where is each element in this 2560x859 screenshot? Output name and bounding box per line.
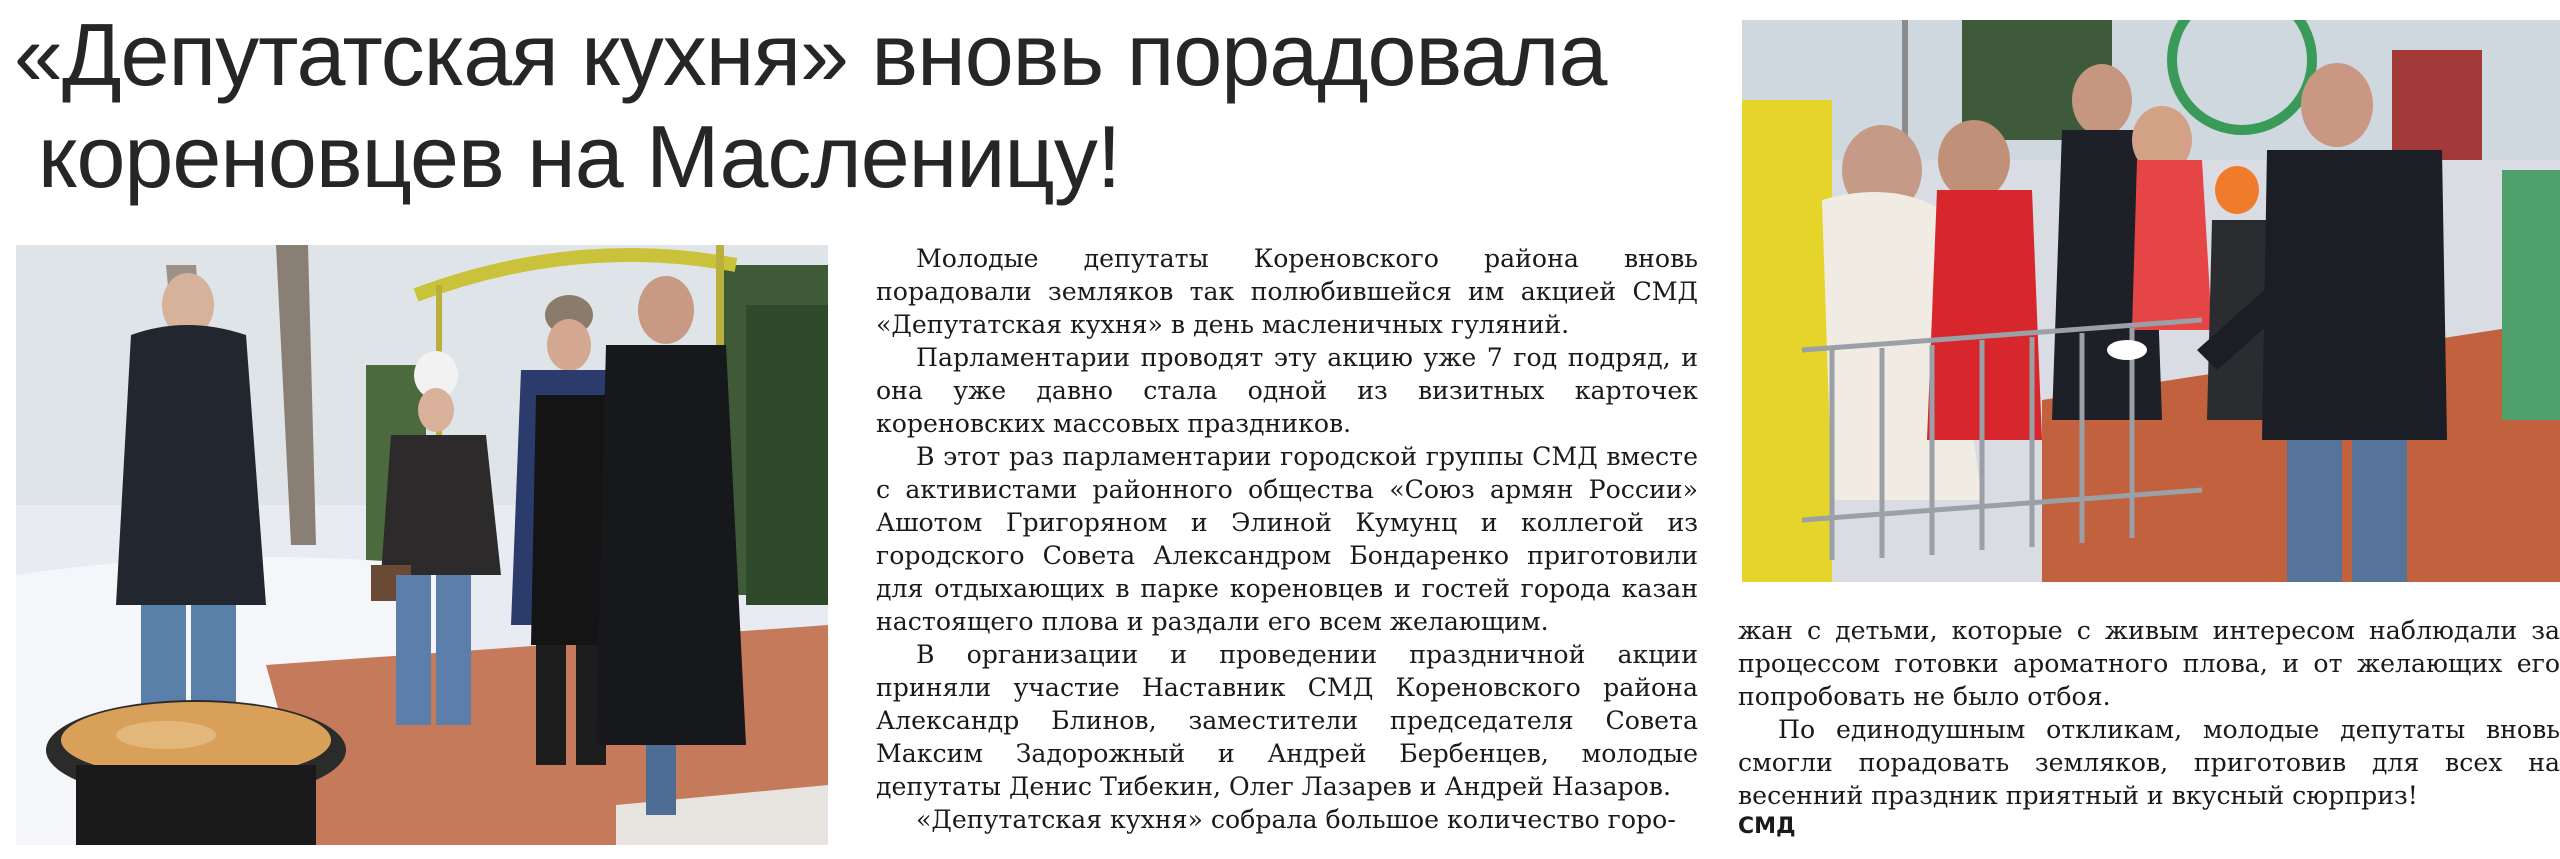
paragraph-continuation: жан с детьми, которые с живым интересом наблюдали за процессом готовки ароматного плова, и от желающих его попробовать не было отбоя. [1738,616,2560,711]
paragraph: По единодушным откликам, молодые депутаты вновь смогли порадовать земляков, приготовив для всех на весенний праздник приятный и вкусный сюрприз! [1738,715,2560,810]
photo-handing-out-plov [1742,20,2560,582]
headline-line-1: «Депутатская кухня» вновь порадовала [14,5,1607,104]
author-signature: СМД [1738,814,1796,839]
paragraph: В этот раз парламентарии городской группы СМД вместе с активистами районного общества «Союз армян России» Ашотом Григоряном и Элиной Кумунц и коллегой из городского Совета Александром Бондаренко приготовили для отдыхающих в парке кореновцев и гостей города казан настоящего плова и раздали его всем желающим. [876,442,1698,636]
photo-deputies-cooking-pilaf [16,245,828,845]
headline-line-2: кореновцев на Масленицу! [38,107,1121,206]
article-column-middle [876,242,1698,836]
paragraph: Парламентарии проводят эту акцию уже 7 год подряд, и она уже давно стала одной из визитных карточек кореновских массовых праздников. [876,343,1698,438]
paragraph: «Депутатская кухня» собрала большое количество горо- [916,805,1676,834]
article-headline [14,4,1734,208]
paragraph: Молодые депутаты Кореновского района вновь порадовали земляков так полюбившейся им акцией СМД «Депутатская кухня» в день масленичных гуляний. [876,244,1698,339]
article-column-right [1738,614,2560,842]
paragraph: В организации и проведении праздничной акции приняли участие Наставник СМД Кореновского района Александр Блинов, заместители председателя Совета Максим Задорожный и Андрей Бербенцев, молодые депутаты Денис Тибекин, Олег Лазарев и Андрей Назаров. [876,640,1698,801]
